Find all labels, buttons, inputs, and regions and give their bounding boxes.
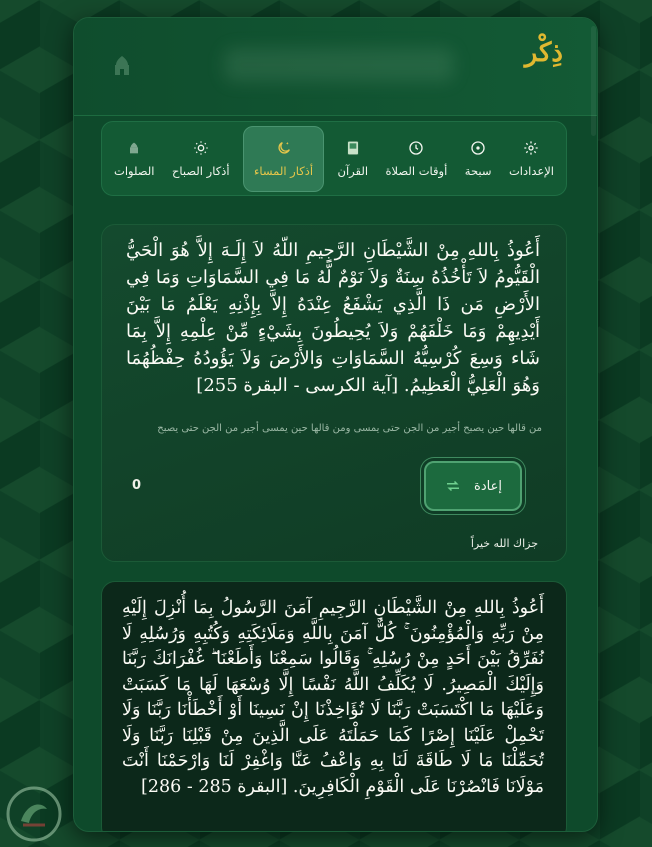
repeat-counter: 0 — [132, 478, 142, 493]
tab-tasbih[interactable] — [461, 126, 496, 192]
tab-quran[interactable] — [334, 126, 373, 192]
tab-prayer-times[interactable] — [382, 126, 452, 192]
moon-icon — [276, 140, 292, 156]
quran-icon — [345, 140, 361, 156]
thanks-text: جزاك الله خيراً — [470, 537, 538, 550]
mosque-icon — [126, 140, 142, 156]
tab-settings-label: الإعدادات — [508, 163, 554, 178]
main-nav — [101, 121, 567, 196]
scrollbar[interactable] — [591, 26, 596, 136]
zikr-card — [101, 581, 567, 832]
tab-prayers[interactable] — [110, 126, 158, 192]
gear-icon — [523, 140, 539, 156]
tab-prayers-label: الصلوات — [114, 163, 155, 178]
tab-morning-azkar-label: أذكار الصباح — [171, 163, 230, 178]
tab-tasbih-label: سبحة — [464, 163, 492, 178]
zikr-card — [101, 224, 567, 562]
zikr-benefit: من قالها حين يصبح أجير من الجن حتى يمسى ومن قالها حين يمسى أجير من الجن حتى يصبح — [157, 423, 542, 434]
app-brand: ذِكْر — [524, 38, 563, 68]
tab-evening-azkar-label: أذكار المساء — [254, 163, 314, 178]
app-window — [73, 17, 598, 832]
tab-settings[interactable] — [505, 126, 558, 192]
repeat-button[interactable] — [424, 461, 522, 511]
sun-icon — [193, 140, 209, 156]
zikr-text: أَعُوذُ بِاللهِ مِنْ الشَّيْطَانِ الرَّجِيمِ آمَنَ الرَّسُولُ بِمَا أُنْزِلَ إِلَيْهِ مِنْ رَبِّهِ وَالْمُؤْمِنُونَ ۚ كُلٌّ آمَنَ بِاللَّهِ وَمَلَائِكَتِهِ وَكُتُبِهِ وَرُسُلِهِ لَا نُفَرِّقُ بَيْنَ أَحَدٍ مِنْ رُسُلِهِ ۚ وَقَالُوا سَمِعْنَا وَأَطَعْنَا ۖ غُفْرَانَكَ رَبَّنَا وَإِلَيْكَ الْمَصِيرُ. لَا يُكَلِّفُ اللَّهُ نَفْسًا إِلَّا وُسْعَهَا لَهَا مَا كَسَبَتْ وَعَلَيْهَا مَا اكْتَسَبَتْ رَبَّنَا لَا تُؤَاخِذْنَا إِنْ نَسِينَا أَوْ أَخْطَأْنَا رَبَّنَا وَلَا تَحْمِلْ عَلَيْنَا إِصْرًا كَمَا حَمَلْتَهُ عَلَى الَّذِينَ مِنْ قَبْلِنَا رَبَّنَا وَلَا تُحَمِّلْنَا مَا لَا طَاقَةَ لَنَا بِهِ وَاعْفُ عَنَّا وَاغْفِرْ لَنَا وَارْحَمْنَا أَنْتَ مَوْلَانَا فَانْصُرْنَا عَلَى الْقَوْمِ الْكَافِرِينَ. [البقرة 285 - 286] — [122, 598, 544, 797]
header — [74, 18, 597, 116]
mosque-icon — [112, 54, 132, 76]
app-logo-icon — [5, 785, 63, 843]
circle-dot-icon — [470, 140, 486, 156]
tab-evening-azkar[interactable] — [243, 126, 324, 192]
tab-prayer-times-label: أوقات الصلاة — [385, 163, 448, 178]
zikr-text: أَعُوذُ بِاللهِ مِنْ الشَّيْطَانِ الرَّجِيمِ اللّهُ لاَ إِلَـهَ إِلاَّ هُوَ الْحَيُّ الْقَيُّومُ لاَ تَأْخُذُهُ سِنَةٌ وَلاَ نَوْمٌ لَّهُ مَا فِي السَّمَاوَاتِ وَمَا فِي الأَرْضِ مَن ذَا الَّذِي يَشْفَعُ عِنْدَهُ إِلاَّ بِإِذْنِهِ يَعْلَمُ مَا بَيْنَ أَيْدِيهِمْ وَمَا خَلْفَهُمْ وَلاَ يُحِيطُونَ بِشَيْءٍ مِّنْ عِلْمِهِ إِلاَّ بِمَا شَاء وَسِعَ كُرْسِيُّهُ السَّمَاوَاتِ وَالأَرْضَ وَلاَ يَؤُودُهُ حِفْظُهُمَا وَهُوَ الْعَلِيُّ الْعَظِيمُ. [آية الكرسى - البقرة 255] — [126, 240, 540, 396]
repeat-button-label: إعادة — [474, 478, 502, 494]
clock-icon — [408, 140, 424, 156]
repeat-icon — [444, 477, 462, 495]
tab-quran-label: القرآن — [337, 163, 369, 178]
header-blurred-area — [224, 48, 454, 82]
tab-morning-azkar[interactable] — [168, 126, 234, 192]
